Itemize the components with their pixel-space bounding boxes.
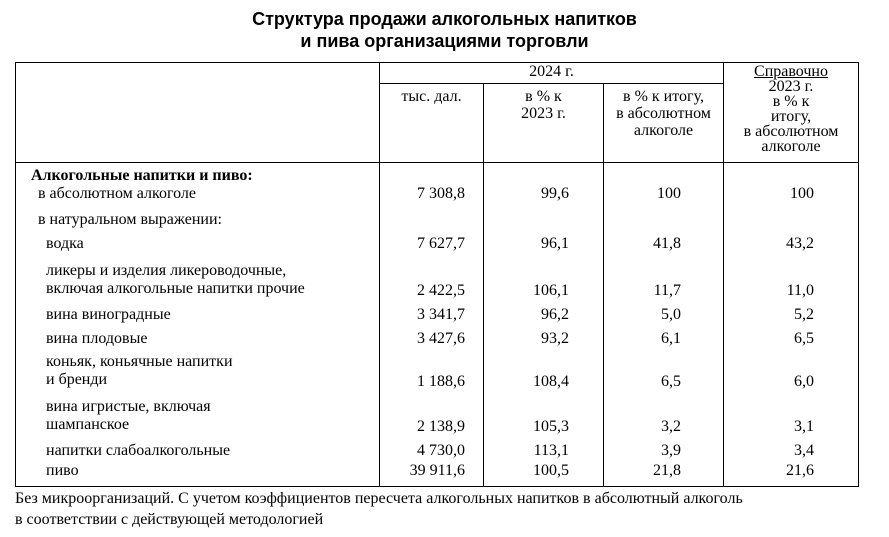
cell-thousand-dal: 1 188,6 (380, 348, 484, 391)
table-row (16, 259, 859, 300)
footnote-line-1: Без микроорганизаций. С учетом коэффициентов пересчета алкогольных напитков в абсолютный алкоголь (15, 490, 743, 507)
row-label: вина виноградные (16, 300, 380, 324)
cell-share (604, 211, 724, 235)
header-pct-line-2: 2023 г. (521, 105, 566, 122)
table-row (16, 436, 859, 460)
header-thousand-dal (380, 84, 484, 163)
row-label-line-1: вина игристые, включая (46, 398, 211, 415)
table-row (16, 348, 859, 391)
cell-pct-2023: 108,4 (484, 348, 604, 391)
header-pct-line-1: в % к (525, 88, 562, 105)
cell-share: 6,5 (604, 348, 724, 391)
cell-pct-2023: 105,3 (484, 391, 604, 436)
cell-share: 6,1 (604, 324, 724, 348)
header-empty-cell (16, 63, 380, 163)
ref-line-6: алкоголе (761, 138, 821, 155)
header-thousand-dal-text: тыс. дал. (401, 88, 462, 105)
row-label-line-2: и бренди (46, 371, 108, 388)
header-reference-2023 (724, 63, 859, 163)
row-label: вина плодовые (16, 324, 380, 348)
cell-thousand-dal: 3 427,6 (380, 324, 484, 348)
table-row (16, 391, 859, 436)
cell-thousand-dal: 2 422,5 (380, 259, 484, 300)
row-label: напитки слабоалкогольные (16, 436, 380, 460)
cell-thousand-dal: 4 730,0 (380, 436, 484, 460)
title-line-1: Структура продажи алкогольных напитков (252, 9, 637, 29)
cell-thousand-dal: 3 341,7 (380, 300, 484, 324)
header-share-absolute (604, 84, 724, 163)
header-share-line-3: алкоголе (633, 122, 694, 139)
footnote-line-2: в соответствии с действующей методологией (15, 511, 324, 528)
cell-thousand-dal: 7 308,8 (380, 185, 484, 211)
cell-pct-2023: 113,1 (484, 436, 604, 460)
row-label-line-2: шампанское (46, 416, 130, 433)
cell-share: 3,2 (604, 391, 724, 436)
cell-ref-share: 21,6 (724, 460, 859, 486)
row-label-line-1: коньяк, коньячные напитки (46, 353, 233, 370)
section-label: Алкогольные напитки и пиво: (16, 163, 380, 186)
cell-share: 3,9 (604, 436, 724, 460)
cell-pct-2023: 106,1 (484, 259, 604, 300)
cell-pct-2023 (484, 211, 604, 235)
cell-share: 41,8 (604, 235, 724, 259)
row-label-line-2: включая алкогольные напитки прочие (46, 280, 305, 297)
cell-thousand-dal: 2 138,9 (380, 391, 484, 436)
header-row-group (16, 63, 859, 84)
cell-pct-2023: 99,6 (484, 185, 604, 211)
row-label: в абсолютном алкоголе (16, 185, 380, 211)
title-line-2: и пива организациями торговли (300, 31, 589, 51)
cell-thousand-dal: 7 627,7 (380, 235, 484, 259)
section-row (16, 163, 859, 186)
cell-ref-share: 43,2 (724, 235, 859, 259)
ref-line-1: Справочно (754, 63, 828, 80)
header-pct-2023 (484, 84, 604, 163)
document-title (0, 8, 889, 52)
cell-share: 11,7 (604, 259, 724, 300)
ref-line-2: 2023 г. (768, 78, 814, 95)
ref-line-4: итогу, (770, 108, 812, 125)
table-row (16, 300, 859, 324)
cell-share: 100 (604, 185, 724, 211)
header-year-2024: 2024 г. (380, 63, 724, 84)
table-row (16, 211, 859, 235)
cell-ref-share: 6,5 (724, 324, 859, 348)
header-share-line-2: в абсолютном (616, 105, 711, 122)
cell-pct-2023: 96,1 (484, 235, 604, 259)
header-share-line-1: в % к итогу, (623, 88, 704, 105)
cell-pct-2023: 96,2 (484, 300, 604, 324)
table-row (16, 460, 859, 486)
cell-ref-share: 3,4 (724, 436, 859, 460)
sales-structure-table (15, 62, 859, 487)
row-label (16, 348, 380, 391)
ref-line-5: в абсолютном (743, 123, 839, 140)
cell-ref-share: 3,1 (724, 391, 859, 436)
cell-ref-share: 11,0 (724, 259, 859, 300)
row-label (16, 259, 380, 300)
cell-pct-2023: 100,5 (484, 460, 604, 486)
row-label: водка (16, 235, 380, 259)
cell-ref-share: 6,0 (724, 348, 859, 391)
footnote (15, 488, 885, 530)
cell-ref-share: 100 (724, 185, 859, 211)
cell-share: 5,0 (604, 300, 724, 324)
cell-thousand-dal (380, 211, 484, 235)
cell-ref-share: 5,2 (724, 300, 859, 324)
row-label: в натуральном выражении: (16, 211, 380, 235)
cell-pct-2023: 93,2 (484, 324, 604, 348)
table-row (16, 324, 859, 348)
table-row (16, 235, 859, 259)
cell-share: 21,8 (604, 460, 724, 486)
table-row (16, 185, 859, 211)
ref-line-3: в % к (772, 93, 810, 110)
row-label (16, 391, 380, 436)
row-label-line-1: ликеры и изделия ликероводочные, (46, 262, 287, 279)
cell-thousand-dal: 39 911,6 (380, 460, 484, 486)
cell-ref-share (724, 211, 859, 235)
row-label: пиво (16, 460, 380, 486)
